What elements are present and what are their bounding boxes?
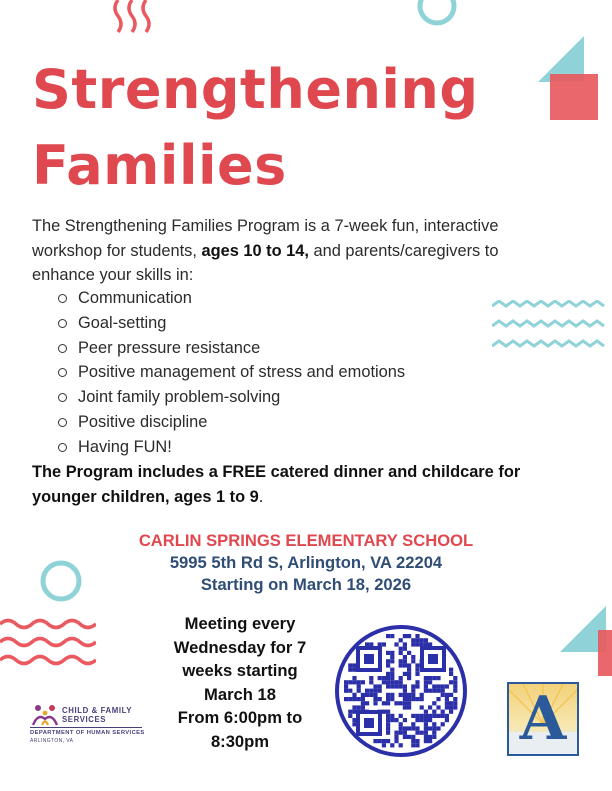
list-item: Positive discipline bbox=[58, 410, 405, 435]
skills-list bbox=[58, 286, 405, 460]
waves-left-decoration bbox=[0, 616, 96, 666]
program-note-period: . bbox=[258, 487, 264, 506]
triangle-square-top-right-decoration bbox=[538, 36, 612, 124]
squiggle-top-decoration bbox=[110, 0, 160, 38]
list-item: Having FUN! bbox=[58, 435, 405, 460]
meeting-line: From 6:00pm to bbox=[177, 708, 303, 728]
triangle-square-bottom-right-decoration bbox=[560, 606, 612, 680]
school-logo-letter: A bbox=[519, 684, 567, 754]
list-item: Communication bbox=[58, 286, 405, 311]
qr-code-icon[interactable] bbox=[334, 624, 468, 758]
org-divider bbox=[30, 727, 142, 728]
program-note bbox=[32, 460, 572, 509]
title-line-1: Strengthening bbox=[32, 58, 479, 121]
meeting-line: Wednesday for 7 bbox=[173, 637, 307, 657]
list-item: Goal-setting bbox=[58, 311, 405, 336]
org-location: ARLINGTON, VA bbox=[30, 738, 74, 744]
school-name: CARLIN SPRINGS ELEMENTARY SCHOOL bbox=[138, 531, 474, 550]
meeting-line: March 18 bbox=[204, 684, 276, 704]
start-date: Starting on March 18, 2026 bbox=[200, 575, 412, 594]
meeting-line: Meeting every bbox=[184, 614, 296, 633]
child-family-services-logo bbox=[30, 704, 150, 750]
intro-paragraph bbox=[32, 214, 562, 288]
zigzag-right-decoration bbox=[492, 300, 612, 356]
school-a-logo-icon bbox=[507, 682, 579, 756]
intro-age-range: ages 10 to 14, bbox=[201, 241, 309, 260]
intro-text: The Strengthening Families Program is a 7-week fun, interactive workshop for students, bbox=[32, 217, 499, 260]
org-department: DEPARTMENT OF HUMAN SERVICES bbox=[30, 730, 145, 736]
family-figures-icon bbox=[30, 704, 60, 726]
school-address: 5995 5th Rd S, Arlington, VA 22204 bbox=[169, 553, 443, 572]
org-name-line-2: SERVICES bbox=[62, 715, 107, 724]
page-title bbox=[32, 52, 479, 204]
intro-text-end: and parents/caregivers to enhance your skills in: bbox=[32, 241, 499, 284]
list-item: Positive management of stress and emotions bbox=[58, 360, 405, 385]
meeting-line: weeks starting bbox=[182, 661, 298, 681]
title-line-2: Families bbox=[32, 134, 287, 197]
program-note-text: The Program includes a FREE catered dinner and childcare for younger children, ages 1 to 9 bbox=[32, 463, 521, 506]
org-name-line-1: CHILD & FAMILY bbox=[62, 706, 133, 715]
meeting-schedule bbox=[160, 612, 320, 754]
circle-top-decoration bbox=[414, 0, 460, 30]
list-item: Peer pressure resistance bbox=[58, 336, 405, 361]
list-item: Joint family problem-solving bbox=[58, 385, 405, 410]
meeting-line: 8:30pm bbox=[210, 731, 270, 751]
